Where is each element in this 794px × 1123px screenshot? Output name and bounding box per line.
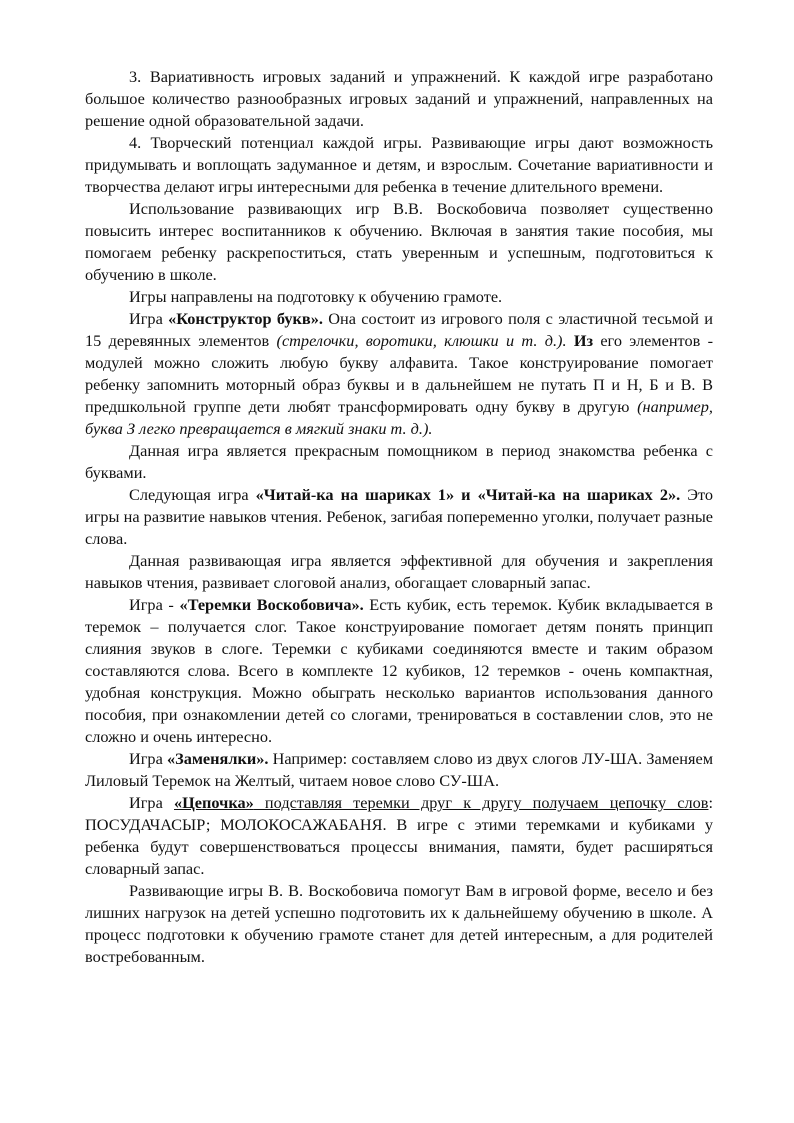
paragraph bbox=[85, 550, 713, 594]
text-run: Игры направлены на подготовку к обучению грамоте. bbox=[129, 287, 503, 306]
text-run: Например: составляем слово из двух слогов ЛУ-ША. Заменяем Лиловый Теремок на Желтый, читаем новое слово СУ-ША. bbox=[85, 749, 713, 790]
text-run: Игра - bbox=[129, 595, 180, 614]
text-run: 4. Творческий потенциал каждой игры. Развивающие игры дают возможность придумывать и воплощать задуманное и детям, и взрослым. Сочетание вариативности и творчества делают игры интересными для ребенка в течение длительного времени. bbox=[85, 133, 713, 196]
paragraph bbox=[85, 484, 713, 550]
text-run: Данная игра является прекрасным помощником в период знакомства ребенка с буквами. bbox=[85, 441, 713, 482]
paragraph bbox=[85, 792, 713, 880]
text-run: 3. Вариативность игровых заданий и упражнений. К каждой игре разработано большое количество разнообразных игровых заданий и упражнений, направленных на решение одной образовательной задачи. bbox=[85, 67, 713, 130]
paragraph bbox=[85, 286, 713, 308]
paragraph bbox=[85, 66, 713, 132]
text-run: Следующая игра bbox=[129, 485, 256, 504]
paragraph bbox=[85, 880, 713, 968]
text-run: Данная развивающая игра является эффективной для обучения и закрепления навыков чтения, развивает слоговой анализ, обогащает словарный запас. bbox=[85, 551, 713, 592]
text-run: Игра bbox=[129, 309, 169, 328]
paragraph bbox=[85, 748, 713, 792]
paragraph bbox=[85, 594, 713, 748]
text-run: (стрелочки, воротики, клюшки и т. д.). bbox=[276, 331, 567, 350]
document-body bbox=[85, 66, 713, 968]
text-run: Из bbox=[573, 331, 594, 350]
text-run: «Конструктор букв». bbox=[168, 309, 323, 328]
paragraph bbox=[85, 132, 713, 198]
text-run: его элементов - модулей можно сложить любую букву алфавита. Такое конструирование помогает ребенку запомнить моторный образ буквы и в дальнейшем не путать П и Н, Б и В. В предшкольной группе дети любят трансформировать одну букву в другую bbox=[85, 331, 713, 416]
text-run: «Цепочка» bbox=[174, 793, 254, 812]
paragraph bbox=[85, 198, 713, 286]
text-run: Игра bbox=[129, 749, 167, 768]
text-run: Есть кубик, есть теремок. Кубик вкладывается в теремок – получается слог. Такое конструирование помогает детям понять принцип слияния звуков в слоге. Теремки с кубиками соединяются вместе и таким образом составляются слова. Всего в комплекте 12 кубиков, 12 теремков - очень компактная, удобная конструкция. Можно обыграть несколько вариантов использования данного пособия, при ознакомлении детей со слогами, тренироваться в составлении слов, это не сложно и очень интересно. bbox=[85, 595, 713, 746]
text-run: (например, буква З легко превращается в мягкий знаки т. д.). bbox=[85, 397, 713, 438]
text-run bbox=[567, 331, 574, 350]
text-run: Это игры на развитие навыков чтения. Ребенок, загибая попеременно уголки, получает разные слова. bbox=[85, 485, 713, 548]
text-run: подставляя теремки друг к другу получаем цепочку слов bbox=[253, 793, 709, 812]
paragraph bbox=[85, 440, 713, 484]
text-run: Она состоит из игрового поля с эластичной тесьмой и 15 деревянных элементов bbox=[85, 309, 713, 350]
paragraph bbox=[85, 308, 713, 440]
text-run: «Заменялки». bbox=[166, 749, 269, 768]
text-run: Игра bbox=[129, 793, 174, 812]
text-run: : ПОСУДАЧАСЫР; МОЛОКОСАЖАБАНЯ. В игре с этими теремками и кубиками у ребенка будут совершенствоваться процессы внимания, памяти, будет расширяться словарный запас. bbox=[85, 793, 713, 878]
text-run: Использование развивающих игр В.В. Воскобовича позволяет существенно повысить интерес воспитанников к обучению. Включая в занятия такие пособия, мы помогаем ребенку раскрепоститься, стать уверенным и успешным, подготовиться к обучению в школе. bbox=[85, 199, 713, 284]
text-run: Развивающие игры В. В. Воскобовича помогут Вам в игровой форме, весело и без лишних нагрузок на детей успешно подготовить их к дальнейшему обучению в школе. А процесс подготовки к обучению грамоте станет для детей интересным, а для родителей востребованным. bbox=[85, 881, 713, 966]
text-run: «Теремки Воскобовича». bbox=[179, 595, 364, 614]
text-run: «Читай-ка на шариках 1» и «Читай-ка на шариках 2». bbox=[255, 485, 681, 504]
